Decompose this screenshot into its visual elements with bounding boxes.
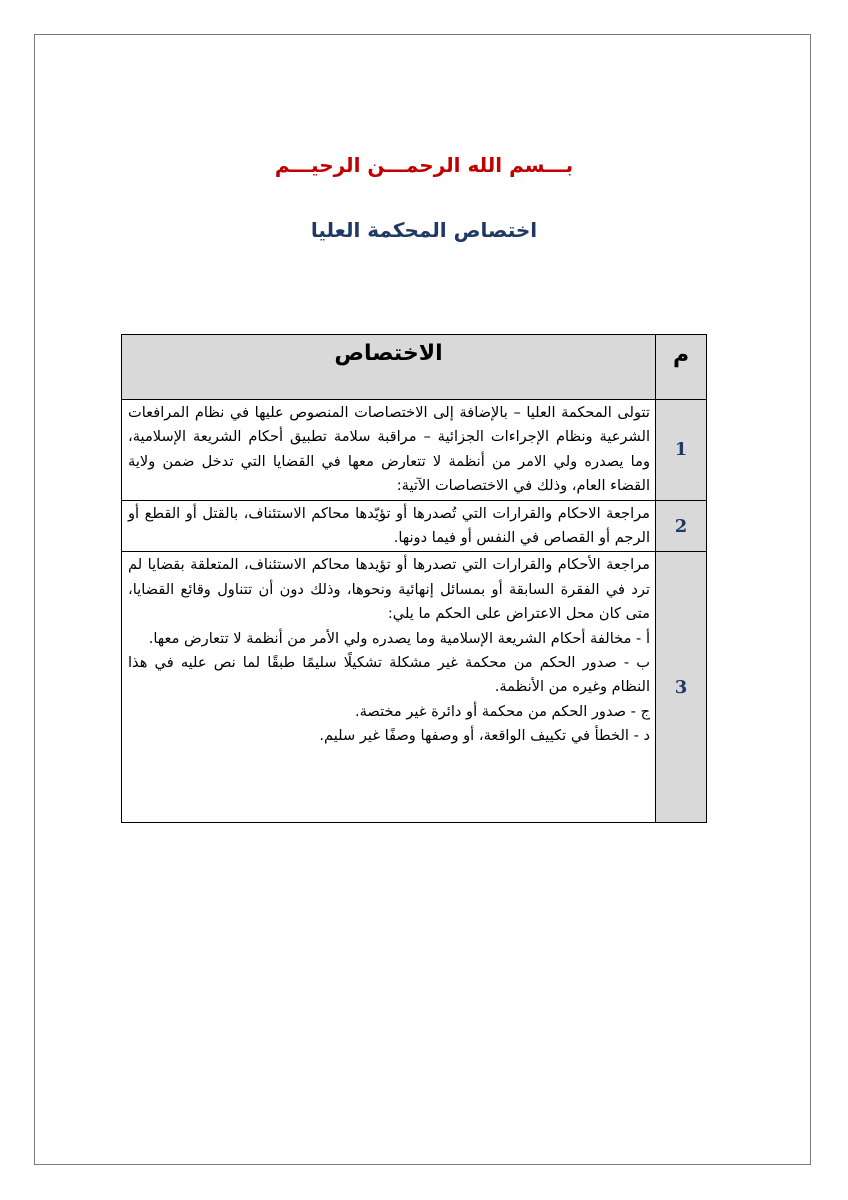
row-number: 2: [656, 500, 707, 552]
row-competence-text: [122, 500, 656, 552]
list-item: أ - مخالفة أحكام الشريعة الإسلامية وما يصدره ولي الأمر من أنظمة لا تتعارض معها.: [148, 629, 650, 647]
list-item: ب - صدور الحكم من محكمة غير مشكلة تشكيلًا سليمًا طبقًا لما نص عليه في هذا النظام وغيره من الأنظمة.: [128, 654, 650, 696]
paragraph: مراجعة الأحكام والقرارات التي تصدرها أو تؤيدها محاكم الاستئناف، المتعلقة بقضايا لم ترد في الفقرة السابقة أو بمسائل إنهائية ونحوها، وذلك دون أن تتناول وقائع القضايا، متى كان محل الاعتراض على الحكم ما يلي:: [128, 556, 650, 623]
document-title: اختصاص المحكمة العليا: [310, 218, 538, 242]
table-row: [122, 400, 707, 501]
table-header-row: [122, 335, 707, 400]
row-number: 3: [656, 552, 707, 823]
competence-table: [121, 334, 707, 823]
row-number: 1: [656, 400, 707, 501]
table-row: [122, 500, 707, 552]
row-competence-text: [122, 400, 656, 501]
basmala-heading: بـــسم الله الرحمـــن الرحيـــم: [274, 153, 574, 177]
list-item: د - الخطأ في تكييف الواقعة، أو وصفها وصفًا غير سليم.: [319, 727, 650, 745]
column-header-competence: الاختصاص: [122, 335, 656, 400]
row-competence-text: [122, 552, 656, 823]
list-item: ج - صدور الحكم من محكمة أو دائرة غير مختصة.: [354, 702, 650, 720]
table-row: [122, 552, 707, 823]
paragraph: تتولى المحكمة العليا – بالإضافة إلى الاختصاصات المنصوص عليها في نظام المرافعات الشرعية ونظام الإجراءات الجزائية – مراقبة سلامة تطبيق أحكام الشريعة الإسلامية، وما يصدره ولي الامر من أنظمة لا تتعارض معها في القضايا التي تدخل ضمن ولاية القضاء العام، وذلك في الاختصاصات الآتية:: [128, 404, 650, 495]
paragraph: مراجعة الاحكام والقرارات التي تُصدرها أو تؤيّدها محاكم الاستئناف، بالقتل أو القطع أو الرجم أو القصاص في النفس أو فيما دونها.: [128, 504, 650, 547]
column-header-number: م: [656, 335, 707, 400]
